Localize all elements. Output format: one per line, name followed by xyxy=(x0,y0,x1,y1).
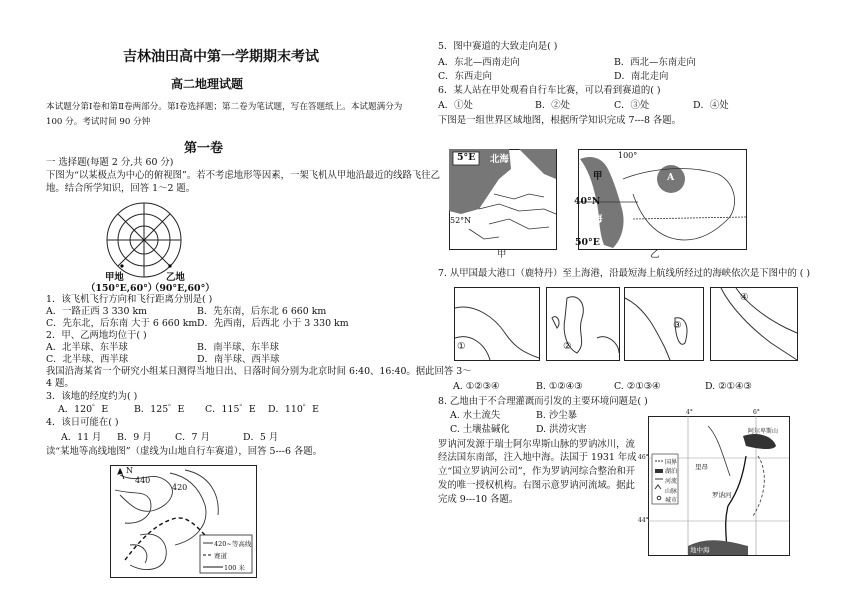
q6-option-c[interactable]: C．③处 xyxy=(614,100,650,111)
q7-option-c[interactable]: C. ②①③④ xyxy=(614,381,661,392)
q7-option-d[interactable]: D. ②①④③ xyxy=(705,381,752,392)
q7-text: 7. 从甲国最大港口（鹿特丹）至上海港，沿最短海上航线所经过的海峡依次是下图中的 ( ) xyxy=(438,268,811,279)
strait-map-2-label: ② xyxy=(563,341,572,352)
q8-text: 8. 乙地由于不合理灌溉而引发的主要环境问题是( ) xyxy=(438,396,648,407)
q6-text: 6．某人站在甲处观看自行车比赛，可以看到赛道的( ) xyxy=(438,85,661,96)
map-jia-sea: 北海 xyxy=(490,154,509,165)
q2-text: 2．甲、乙两地均位于( ) xyxy=(46,330,147,341)
q5-option-d[interactable]: D．南北走向 xyxy=(614,71,669,82)
legend-river: 河流 xyxy=(665,478,678,485)
intro-line-2: 100 分。考试时间 90 分钟 xyxy=(46,117,151,127)
q3-option-a[interactable]: A．120゜E xyxy=(58,404,109,415)
q8-option-c[interactable]: C. 土壤盐碱化 xyxy=(450,424,510,435)
legend-mountain: 山脉 xyxy=(665,488,678,495)
q6-option-a[interactable]: A．①处 xyxy=(438,100,473,111)
strait-map-3-label: ③ xyxy=(673,320,682,331)
map-yi-lon50: 50°E xyxy=(575,237,600,248)
label-jia: 甲地 xyxy=(105,272,124,283)
q4-option-b[interactable]: B．9 月 xyxy=(117,432,152,443)
q8-option-a[interactable]: A. 水土流失 xyxy=(450,410,501,421)
q3-text: 3．该地的经度约为( ) xyxy=(46,391,138,402)
stem-9-10-line3: 立“国立罗讷河公司”，作为罗讷河综合整治和开 xyxy=(438,466,636,477)
q4-text: 4．该日可能在( ) xyxy=(46,417,119,428)
q8-option-b[interactable]: B. 沙尘暴 xyxy=(536,410,577,421)
label-yi: 乙地 xyxy=(166,272,185,283)
contour-map-lines xyxy=(110,465,256,577)
stem-1-2-line1: 下图为“以某极点为中心的俯视图”。若不考虑地形等因素，一架飞机从甲地沿最近的线路飞往乙 xyxy=(46,170,440,181)
q5-option-c[interactable]: C．东西走向 xyxy=(438,71,493,82)
q5-option-b[interactable]: B．西北—东南走向 xyxy=(614,57,696,68)
stem-1-2-line2: 地。结合所学知识，回答 1～2 题。 xyxy=(46,183,196,194)
strait-map-2 xyxy=(546,287,620,361)
section-title: 第一卷 xyxy=(184,141,224,156)
q2-option-b[interactable]: B．南半球、东半球 xyxy=(197,342,279,353)
stem-3-4-line2: 4 题。 xyxy=(46,378,74,389)
q2-option-a[interactable]: A．北半球、东半球 xyxy=(46,342,128,353)
map-yi-caption: 乙 xyxy=(650,249,660,260)
stem-9-10-line1: 罗讷河发源于瑞士阿尔卑斯山脉的罗讷冰川，流 xyxy=(438,439,635,450)
map-jia-lon5: 5°E xyxy=(457,152,476,163)
north-label: N xyxy=(126,466,133,475)
intro-line-1: 本试题分第Ⅰ卷和第Ⅱ卷两部分。第Ⅰ卷选择题；第二卷为笔试题，写在答题纸上。本试题满分为 xyxy=(46,102,403,112)
q5-option-a[interactable]: A．东北—西南走向 xyxy=(438,57,520,68)
q1-option-a[interactable]: A．一路正西 3 330 km xyxy=(46,306,148,317)
stem-3-4-line1: 我国沿海某省一个研究小组某日测得当地日出、日落时间分别为北京时间 6:40、16:40。据此回答 3～ xyxy=(46,366,472,377)
stem-9-10-line4: 发的唯一授权机构。右图示意罗讷河流域。据此 xyxy=(438,480,635,491)
legend-scale: 100 米 xyxy=(224,564,245,572)
lyon-label: 里昂 xyxy=(695,463,708,471)
contour-label-440: 440 xyxy=(135,476,151,485)
q6-option-b[interactable]: B．②处 xyxy=(535,100,571,111)
stem-7-8: 下图是一组世界区域地图，根据所学知识完成 7---8 各题。 xyxy=(438,115,682,126)
exam-subtitle: 高二地理试题 xyxy=(171,77,244,91)
q7-option-b[interactable]: B. ①②④③ xyxy=(536,381,583,392)
q4-option-c[interactable]: C．7 月 xyxy=(175,432,210,443)
rhone-label: 罗讷河 xyxy=(712,491,732,499)
map-yi-marker-jia: 甲 xyxy=(593,171,603,182)
map-yi-marker-sea: 海 xyxy=(593,214,603,225)
q8-option-d[interactable]: D. 洪涝灾害 xyxy=(536,424,587,435)
q4-option-d[interactable]: D．5 月 xyxy=(243,432,279,443)
strait-map-4-label: ④ xyxy=(740,292,749,303)
q1-option-d[interactable]: D．先西南，后西北 小于 3 330 km xyxy=(197,318,349,329)
q3-option-b[interactable]: B．125゜E xyxy=(134,404,185,415)
lat-46-label: 46° xyxy=(638,454,649,461)
q6-option-d[interactable]: D．④处 xyxy=(693,100,729,111)
map-yi-lat40: 40°N xyxy=(574,196,601,207)
map-yi-lon100: 100° xyxy=(618,151,638,160)
sea-label: 地中海 xyxy=(690,546,710,554)
strait-map-1 xyxy=(454,287,540,361)
q7-option-a[interactable]: A. ①②③④ xyxy=(453,381,500,392)
map-yi-marker-b: B xyxy=(590,228,598,239)
part1-heading: 一 选择题(每题 2 分,共 60 分) xyxy=(46,157,174,168)
map-jia-lat52: 52°N xyxy=(450,216,472,225)
map-jia-caption: 甲 xyxy=(497,249,507,260)
coord-yi: （90°E,60°） xyxy=(150,283,215,294)
lon-6-label: 6° xyxy=(753,409,760,416)
q3-option-d[interactable]: D．110゜E xyxy=(268,404,320,415)
legend-city: 城市 xyxy=(665,497,678,504)
stem-9-10-line2: 经法国东南部，注入地中海。法国于 1931 年成 xyxy=(438,452,637,463)
strait-map-3 xyxy=(624,287,704,361)
strait-map-4 xyxy=(710,287,798,361)
strait-map-1-label: ① xyxy=(457,341,466,352)
exam-title: 吉林油田高中第一学期期末考试 xyxy=(123,49,319,65)
stem-5-6: 读“某地等高线地图”（虚线为山地自行车赛道），回答 5---6 各题。 xyxy=(46,446,323,457)
q4-option-a[interactable]: A．11 月 xyxy=(61,432,102,443)
stem-9-10-line5: 完成 9---10 各题。 xyxy=(438,494,519,505)
q1-option-c[interactable]: C．先东北，后东南 大于 6 660 km xyxy=(46,318,198,329)
lon-4-label: 4° xyxy=(686,409,693,416)
coord-jia: （150°E,60°） xyxy=(86,283,158,294)
q5-text: 5．图中赛道的大致走向是( ) xyxy=(438,41,558,52)
map-yi xyxy=(578,149,746,249)
legend-track: 赛道 xyxy=(214,552,227,560)
q1-option-b[interactable]: B．先东南，后东北 6 660 km xyxy=(197,306,327,317)
q2-option-d[interactable]: D．南半球、西半球 xyxy=(197,354,280,365)
legend-border: 国界 xyxy=(665,459,678,466)
legend-lake: 湖泊 xyxy=(665,468,678,475)
q2-option-c[interactable]: C．北半球、西半球 xyxy=(46,354,129,365)
q1-text: 1．该飞机飞行方向和飞行距离分别是( ) xyxy=(46,294,213,305)
lat-44-label: 44° xyxy=(638,517,649,524)
legend-contour: 420~等高线 xyxy=(214,540,252,548)
map-yi-marker-a: A xyxy=(667,172,675,183)
q3-option-c[interactable]: C．115゜E xyxy=(205,404,256,415)
alps-label: 阿尔卑斯山 xyxy=(748,428,779,435)
contour-label-420: 420 xyxy=(172,483,188,492)
